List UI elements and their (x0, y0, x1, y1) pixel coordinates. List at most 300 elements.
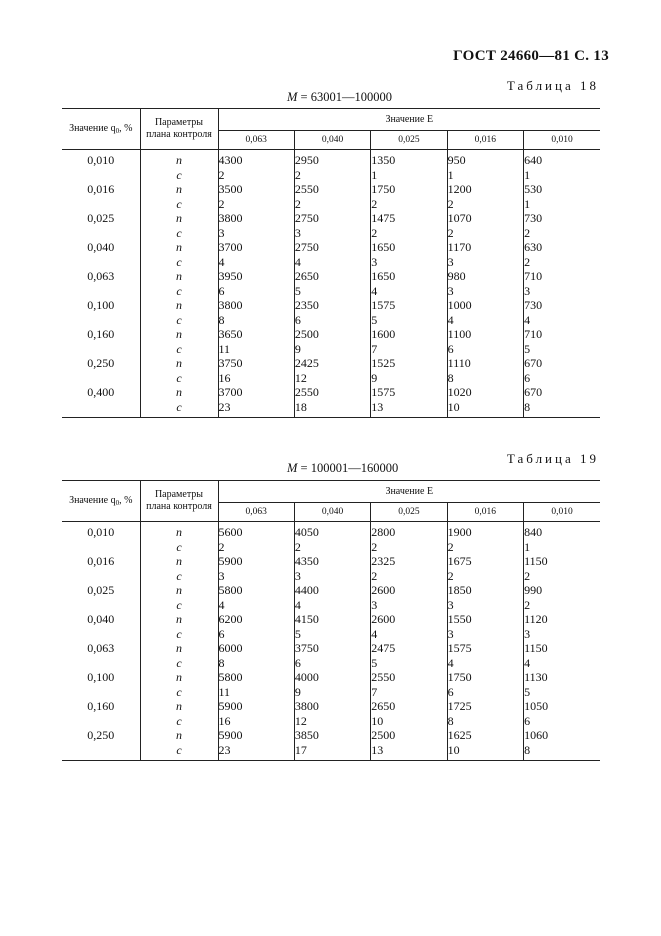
value-cell: 2 (524, 255, 600, 270)
value-cell: 1575 (447, 641, 523, 656)
table-19 (62, 480, 600, 761)
value-cell: 2 (524, 569, 600, 584)
value-cell: 1100 (447, 327, 523, 342)
value-cell: 1575 (371, 385, 447, 400)
value-cell: 3 (294, 569, 370, 584)
q-value-cell: 0,040 (87, 612, 115, 626)
q-value-cell: 0,040 (87, 240, 115, 254)
q-value-cell: 0,100 (87, 670, 115, 684)
value-cell: 3750 (218, 356, 294, 371)
value-cell: 1070 (447, 211, 523, 226)
param-cell: c (140, 627, 218, 642)
value-cell: 990 (524, 583, 600, 598)
table-row (62, 182, 600, 197)
col-params-header (140, 109, 218, 150)
value-cell: 2550 (294, 385, 370, 400)
value-cell: 1 (371, 168, 447, 183)
value-cell: 8 (218, 313, 294, 328)
value-cell: 11 (218, 685, 294, 700)
value-cell: 9 (294, 342, 370, 357)
table-row (62, 598, 600, 613)
table-row (62, 728, 600, 743)
value-cell: 1850 (447, 583, 523, 598)
col-e-header: Значение Е (218, 481, 600, 503)
value-cell: 640 (524, 150, 600, 168)
value-cell: 1725 (447, 699, 523, 714)
param-cell: n (140, 670, 218, 685)
value-cell: 1130 (524, 670, 600, 685)
table-row (62, 569, 600, 584)
table-row (62, 670, 600, 685)
q-value-cell (62, 313, 140, 328)
value-cell: 670 (524, 356, 600, 371)
value-cell: 8 (447, 371, 523, 386)
q-value-cell (62, 197, 140, 212)
table-row (62, 240, 600, 255)
value-cell: 2500 (294, 327, 370, 342)
value-cell: 1150 (524, 554, 600, 569)
value-cell: 3 (218, 226, 294, 241)
value-cell: 2650 (294, 269, 370, 284)
param-cell: n (140, 583, 218, 598)
table-row (62, 656, 600, 671)
table-row (62, 197, 600, 212)
value-cell: 5800 (218, 670, 294, 685)
value-cell: 3800 (218, 298, 294, 313)
param-cell: n (140, 612, 218, 627)
value-cell: 3850 (294, 728, 370, 743)
q-value-cell (62, 371, 140, 386)
table-row (62, 385, 600, 400)
param-cell: c (140, 400, 218, 418)
value-cell: 4 (447, 313, 523, 328)
value-cell: 4 (524, 656, 600, 671)
q-value-cell (62, 685, 140, 700)
value-cell: 3 (447, 255, 523, 270)
value-cell: 12 (294, 371, 370, 386)
value-cell: 1000 (447, 298, 523, 313)
value-cell: 1650 (371, 269, 447, 284)
value-cell: 4 (294, 598, 370, 613)
value-cell: 2 (371, 540, 447, 555)
value-cell: 1650 (371, 240, 447, 255)
value-cell: 8 (447, 714, 523, 729)
value-cell: 5600 (218, 522, 294, 540)
value-cell: 2550 (294, 182, 370, 197)
col-q-suffix: , % (119, 495, 133, 506)
param-cell: n (140, 728, 218, 743)
col-q-subscript: 0 (115, 499, 120, 507)
q-value-cell: 0,010 (87, 153, 115, 167)
value-cell: 1 (447, 168, 523, 183)
table-row (62, 400, 600, 418)
value-cell: 4 (371, 284, 447, 299)
value-cell: 3 (218, 569, 294, 584)
value-cell: 1050 (524, 699, 600, 714)
col-params-header (140, 481, 218, 522)
value-cell: 9 (294, 685, 370, 700)
value-cell: 9 (371, 371, 447, 386)
value-cell: 5900 (218, 728, 294, 743)
value-cell: 2750 (294, 211, 370, 226)
value-cell: 3 (524, 627, 600, 642)
q-value-cell (62, 714, 140, 729)
param-cell: c (140, 540, 218, 555)
value-cell: 1060 (524, 728, 600, 743)
value-cell: 1150 (524, 641, 600, 656)
q-value-cell: 0,063 (87, 269, 115, 283)
value-cell: 6 (218, 627, 294, 642)
e-value-header: 0,063 (218, 503, 294, 522)
value-cell: 16 (218, 371, 294, 386)
table-row (62, 150, 600, 168)
table-row (62, 168, 600, 183)
col-params-line: плана контроля (146, 501, 212, 512)
value-cell: 6200 (218, 612, 294, 627)
value-cell: 4 (218, 255, 294, 270)
param-cell: c (140, 743, 218, 761)
value-cell: 2 (294, 197, 370, 212)
param-cell: c (140, 226, 218, 241)
value-cell: 1625 (447, 728, 523, 743)
e-value-header: 0,025 (371, 503, 447, 522)
value-cell: 1 (524, 540, 600, 555)
value-cell: 5 (294, 627, 370, 642)
value-cell: 5 (371, 656, 447, 671)
table-row (62, 540, 600, 555)
value-cell: 6 (447, 685, 523, 700)
value-cell: 4150 (294, 612, 370, 627)
param-cell: c (140, 255, 218, 270)
value-cell: 5900 (218, 554, 294, 569)
value-cell: 950 (447, 150, 523, 168)
value-cell: 1525 (371, 356, 447, 371)
q-value-cell: 0,250 (87, 728, 115, 742)
value-cell: 2 (218, 168, 294, 183)
value-cell: 840 (524, 522, 600, 540)
value-cell: 7 (371, 342, 447, 357)
value-cell: 2 (371, 569, 447, 584)
value-cell: 2550 (371, 670, 447, 685)
param-cell: c (140, 284, 218, 299)
value-cell: 3 (524, 284, 600, 299)
value-cell: 1170 (447, 240, 523, 255)
q-value-cell: 0,025 (87, 211, 115, 225)
value-cell: 2350 (294, 298, 370, 313)
value-cell: 4400 (294, 583, 370, 598)
table-row (62, 371, 600, 386)
e-value-header: 0,063 (218, 131, 294, 150)
col-q-header (62, 109, 140, 150)
table-row (62, 226, 600, 241)
value-cell: 3650 (218, 327, 294, 342)
q-value-cell: 0,160 (87, 327, 115, 341)
e-value-header: 0,016 (447, 131, 523, 150)
q-value-cell (62, 284, 140, 299)
value-cell: 11 (218, 342, 294, 357)
param-cell: n (140, 699, 218, 714)
param-cell: n (140, 641, 218, 656)
table-row (62, 699, 600, 714)
param-cell: c (140, 371, 218, 386)
value-cell: 4300 (218, 150, 294, 168)
m-range-value: = 100001—160000 (300, 461, 399, 475)
table-18-m-range (287, 90, 392, 105)
value-cell: 13 (371, 743, 447, 761)
table-row (62, 522, 600, 540)
value-cell: 2 (447, 569, 523, 584)
value-cell: 10 (447, 743, 523, 761)
m-symbol: М (287, 461, 298, 475)
value-cell: 5800 (218, 583, 294, 598)
value-cell: 2325 (371, 554, 447, 569)
value-cell: 12 (294, 714, 370, 729)
value-cell: 5 (294, 284, 370, 299)
table-row (62, 641, 600, 656)
value-cell: 1020 (447, 385, 523, 400)
col-params-line: плана контроля (146, 129, 212, 140)
value-cell: 670 (524, 385, 600, 400)
param-cell: c (140, 656, 218, 671)
table-row (62, 327, 600, 342)
value-cell: 1900 (447, 522, 523, 540)
q-value-cell (62, 569, 140, 584)
value-cell: 6 (447, 342, 523, 357)
table-row (62, 627, 600, 642)
param-cell: n (140, 554, 218, 569)
param-cell: c (140, 569, 218, 584)
param-cell: n (140, 356, 218, 371)
value-cell: 2 (371, 226, 447, 241)
value-cell: 2800 (371, 522, 447, 540)
value-cell: 3700 (218, 385, 294, 400)
q-value-cell: 0,400 (87, 385, 115, 399)
value-cell: 530 (524, 182, 600, 197)
param-cell: n (140, 385, 218, 400)
q-value-cell (62, 400, 140, 418)
table-row (62, 612, 600, 627)
table-19-m-range (287, 461, 398, 476)
value-cell: 4 (294, 255, 370, 270)
value-cell: 5900 (218, 699, 294, 714)
value-cell: 2 (218, 197, 294, 212)
m-range-value: = 63001—100000 (300, 90, 392, 104)
table-18-label: Таблица 18 (506, 78, 599, 93)
q-value-cell: 0,063 (87, 641, 115, 655)
value-cell: 2 (371, 197, 447, 212)
table-row (62, 342, 600, 357)
header-row (62, 109, 600, 131)
table-row (62, 714, 600, 729)
value-cell: 6000 (218, 641, 294, 656)
value-cell: 3 (447, 598, 523, 613)
value-cell: 23 (218, 400, 294, 418)
value-cell: 4 (218, 598, 294, 613)
value-cell: 2 (524, 598, 600, 613)
q-value-cell: 0,100 (87, 298, 115, 312)
q-value-cell: 0,160 (87, 699, 115, 713)
value-cell: 1675 (447, 554, 523, 569)
param-cell: c (140, 714, 218, 729)
value-cell: 2 (447, 540, 523, 555)
e-value-header: 0,040 (294, 503, 370, 522)
value-cell: 2 (294, 540, 370, 555)
value-cell: 980 (447, 269, 523, 284)
value-cell: 6 (294, 313, 370, 328)
value-cell: 3 (371, 255, 447, 270)
value-cell: 2 (524, 226, 600, 241)
param-cell: c (140, 313, 218, 328)
value-cell: 8 (218, 656, 294, 671)
value-cell: 2 (218, 540, 294, 555)
value-cell: 1120 (524, 612, 600, 627)
value-cell: 3800 (294, 699, 370, 714)
value-cell: 3800 (218, 211, 294, 226)
col-q-label: Значение q (69, 495, 116, 506)
m-symbol: М (287, 90, 298, 104)
table-row (62, 685, 600, 700)
value-cell: 1110 (447, 356, 523, 371)
table-row (62, 583, 600, 598)
value-cell: 13 (371, 400, 447, 418)
value-cell: 4 (447, 656, 523, 671)
value-cell: 8 (524, 400, 600, 418)
table-header (62, 109, 600, 150)
q-value-cell (62, 168, 140, 183)
value-cell: 1550 (447, 612, 523, 627)
value-cell: 1475 (371, 211, 447, 226)
value-cell: 730 (524, 211, 600, 226)
value-cell: 23 (218, 743, 294, 761)
q-value-cell: 0,010 (87, 525, 115, 539)
value-cell: 6 (524, 714, 600, 729)
param-cell: n (140, 150, 218, 168)
col-q-label: Значение q (69, 123, 116, 134)
value-cell: 3 (447, 627, 523, 642)
page-header: ГОСТ 24660—81 С. 13 (453, 48, 609, 64)
value-cell: 3 (294, 226, 370, 241)
q-value-cell (62, 255, 140, 270)
value-cell: 3500 (218, 182, 294, 197)
table-row (62, 554, 600, 569)
value-cell: 1575 (371, 298, 447, 313)
table-19-label: Таблица 19 (506, 451, 599, 466)
col-params-line: Параметры (154, 117, 204, 128)
param-cell: c (140, 598, 218, 613)
param-cell: c (140, 685, 218, 700)
param-cell: n (140, 298, 218, 313)
e-value-header: 0,016 (447, 503, 523, 522)
value-cell: 2600 (371, 612, 447, 627)
value-cell: 1 (524, 197, 600, 212)
value-cell: 6 (218, 284, 294, 299)
param-cell: n (140, 240, 218, 255)
q-value-cell (62, 743, 140, 761)
q-value-cell: 0,016 (87, 554, 115, 568)
q-value-cell (62, 226, 140, 241)
value-cell: 3700 (218, 240, 294, 255)
param-cell: c (140, 168, 218, 183)
value-cell: 6 (294, 656, 370, 671)
table-header (62, 481, 600, 522)
value-cell: 1600 (371, 327, 447, 342)
q-value-cell: 0,250 (87, 356, 115, 370)
table-row (62, 743, 600, 761)
value-cell: 1350 (371, 150, 447, 168)
col-e-header: Значение Е (218, 109, 600, 131)
q-value-cell (62, 342, 140, 357)
value-cell: 5 (524, 685, 600, 700)
value-cell: 16 (218, 714, 294, 729)
value-cell: 2750 (294, 240, 370, 255)
q-value-cell (62, 656, 140, 671)
table-row (62, 356, 600, 371)
param-cell: n (140, 269, 218, 284)
col-q-suffix: , % (119, 123, 133, 134)
param-cell: c (140, 197, 218, 212)
param-cell: c (140, 342, 218, 357)
e-value-header: 0,040 (294, 131, 370, 150)
header-row (62, 481, 600, 503)
value-cell: 2 (294, 168, 370, 183)
value-cell: 2500 (371, 728, 447, 743)
q-value-cell (62, 627, 140, 642)
value-cell: 7 (371, 685, 447, 700)
q-value-cell: 0,025 (87, 583, 115, 597)
col-params-line: Параметры (154, 489, 204, 500)
value-cell: 730 (524, 298, 600, 313)
value-cell: 2 (447, 197, 523, 212)
value-cell: 17 (294, 743, 370, 761)
value-cell: 710 (524, 327, 600, 342)
value-cell: 18 (294, 400, 370, 418)
table-row (62, 269, 600, 284)
e-value-header: 0,025 (371, 131, 447, 150)
value-cell: 4 (524, 313, 600, 328)
value-cell: 10 (371, 714, 447, 729)
value-cell: 2475 (371, 641, 447, 656)
table-18 (62, 108, 600, 418)
col-q-subscript: 0 (115, 127, 120, 135)
q-value-cell (62, 598, 140, 613)
value-cell: 5 (371, 313, 447, 328)
table-body (62, 522, 600, 761)
value-cell: 2650 (371, 699, 447, 714)
value-cell: 8 (524, 743, 600, 761)
value-cell: 1750 (447, 670, 523, 685)
value-cell: 3950 (218, 269, 294, 284)
param-cell: n (140, 182, 218, 197)
param-cell: n (140, 211, 218, 226)
value-cell: 5 (524, 342, 600, 357)
q-value-cell (62, 540, 140, 555)
value-cell: 2425 (294, 356, 370, 371)
e-value-header: 0,010 (524, 131, 600, 150)
value-cell: 1 (524, 168, 600, 183)
value-cell: 2600 (371, 583, 447, 598)
value-cell: 3 (371, 598, 447, 613)
param-cell: n (140, 327, 218, 342)
value-cell: 10 (447, 400, 523, 418)
value-cell: 4000 (294, 670, 370, 685)
col-q-header (62, 481, 140, 522)
value-cell: 3750 (294, 641, 370, 656)
table-row (62, 211, 600, 226)
param-cell: n (140, 522, 218, 540)
value-cell: 4 (371, 627, 447, 642)
value-cell: 710 (524, 269, 600, 284)
value-cell: 4350 (294, 554, 370, 569)
